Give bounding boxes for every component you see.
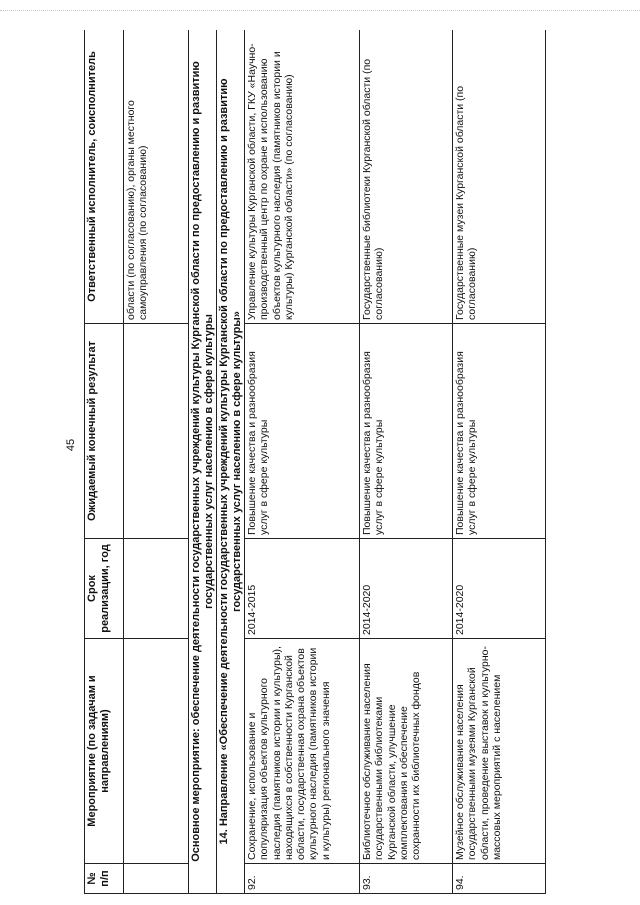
cell-executor: Государственные библиотеки Курганской области (по согласованию) bbox=[360, 30, 453, 324]
cell-period: 2014-2020 bbox=[453, 539, 546, 639]
cell-result bbox=[124, 324, 189, 539]
continuation-row bbox=[124, 30, 189, 894]
header-executor: Ответственный исполнитель, соисполнитель bbox=[85, 30, 124, 324]
rotated-page-content bbox=[84, 30, 628, 894]
cell-executor: области (по согласованию), органы местного самоуправления (по согласованию) bbox=[124, 30, 189, 324]
header-measure: Мероприятие (по задачам и направлениям) bbox=[85, 639, 124, 864]
main-measure-heading: Основное мероприятие: обеспечение деятельности государственных учреждений культуры Курганской области по предоставлению и развитию государственных услуг населению в сфере культуры bbox=[189, 30, 217, 894]
cell-result: Повышение качества и разнообразия услуг в сфере культуры bbox=[453, 324, 546, 539]
cell-executor: Управление культуры Курганской области, ГКУ «Научно-производственный центр по охране и использованию объектов культурного наследия (памятников истории и культуры) Курганской области» (по согласованию) bbox=[245, 30, 360, 324]
main-measure-row bbox=[189, 30, 217, 894]
table-viewport bbox=[84, 30, 628, 894]
program-measures-table bbox=[84, 30, 546, 894]
table-row bbox=[453, 30, 546, 894]
cell-measure bbox=[124, 639, 189, 864]
cell-period: 2014-2015 bbox=[245, 539, 360, 639]
header-result: Ожидаемый конечный результат bbox=[85, 324, 124, 539]
header-period: Срок реализации, год bbox=[85, 539, 124, 639]
cell-measure: Библиотечное обслуживание населения государственными библиотеками Курганской области, улучшение комплектования и обеспечение сохранности их библиотечных фондов bbox=[360, 639, 453, 864]
scan-edge-line bbox=[0, 10, 640, 11]
direction-heading: 14. Направление «Обеспечение деятельности государственных учреждений культуры Курганской области по предоставлению и развитию государственных услуг населению в сфере культуры» bbox=[217, 30, 245, 894]
cell-result: Повышение качества и разнообразия услуг в сфере культуры bbox=[360, 324, 453, 539]
table-row bbox=[245, 30, 360, 894]
page-number: 45 bbox=[65, 438, 77, 452]
header-num: № п/п bbox=[85, 864, 124, 894]
cell-num: 94. bbox=[453, 864, 546, 894]
cell-num: 92. bbox=[245, 864, 360, 894]
table-row bbox=[360, 30, 453, 894]
cell-measure: Музейное обслуживание населения государственными музеями Курганской области, проведение выставок и культурно-массовых мероприятий с населением bbox=[453, 639, 546, 864]
direction-row bbox=[217, 30, 245, 894]
cell-result: Повышение качества и разнообразия услуг в сфере культуры bbox=[245, 324, 360, 539]
cell-period: 2014-2020 bbox=[360, 539, 453, 639]
cell-num bbox=[124, 864, 189, 894]
cell-period bbox=[124, 539, 189, 639]
cell-num: 93. bbox=[360, 864, 453, 894]
cell-executor: Государственные музеи Курганской области (по согласованию) bbox=[453, 30, 546, 324]
table-header-row bbox=[85, 30, 124, 894]
cell-measure: Сохранение, использование и популяризация объектов культурного наследия (памятников истории и культуры), находящихся в собственности Курганской области, государственная охрана объектов культурного наследия (памятников истории и культуры) регионального значения bbox=[245, 639, 360, 864]
